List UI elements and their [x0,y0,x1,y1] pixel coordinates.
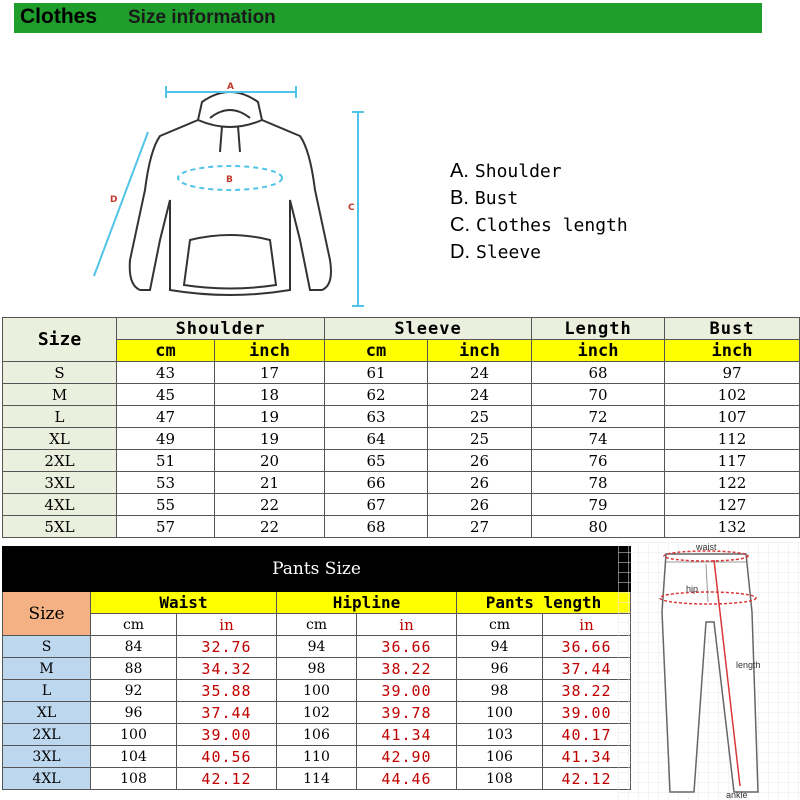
unit-header: inch [532,340,665,362]
size-cell: S [3,636,91,658]
value-cell: 76 [532,450,665,472]
waist-label: waist [696,542,717,552]
table-row [3,680,631,702]
pants-diagram [618,542,800,800]
value-cell: 70 [532,384,665,406]
value-cell: 62 [325,384,428,406]
label-d: D [110,195,118,205]
value-cell: 37.44 [177,702,277,724]
unit-header: inch [428,340,532,362]
table-row [3,516,800,538]
group-header: Waist [91,592,277,614]
value-cell: 61 [325,362,428,384]
value-cell: 34.32 [177,658,277,680]
value-cell: 55 [117,494,215,516]
legend-item: C. Clothes length [450,214,628,236]
table-row [3,658,631,680]
value-cell: 38.22 [357,658,457,680]
table-row [3,724,631,746]
table-row [3,450,800,472]
value-cell: 41.34 [543,746,631,768]
value-cell: 78 [532,472,665,494]
value-cell: 103 [457,724,543,746]
value-cell: 102 [277,702,357,724]
size-cell: 3XL [3,472,117,494]
value-cell: 20 [215,450,325,472]
ankle-label: ankle [726,790,748,800]
length-label: length [736,660,761,670]
group-header: Length [532,318,665,340]
size-header: Size [3,592,91,636]
size-cell: L [3,406,117,428]
size-cell: 5XL [3,516,117,538]
value-cell: 79 [532,494,665,516]
value-cell: 25 [428,428,532,450]
size-cell: 3XL [3,746,91,768]
unit-header: in [543,614,631,636]
table-row [3,362,800,384]
value-cell: 39.00 [357,680,457,702]
value-cell: 41.34 [357,724,457,746]
value-cell: 117 [665,450,800,472]
value-cell: 66 [325,472,428,494]
value-cell: 49 [117,428,215,450]
value-cell: 47 [117,406,215,428]
value-cell: 40.56 [177,746,277,768]
value-cell: 25 [428,406,532,428]
value-cell: 39.00 [177,724,277,746]
header-title-bold: Clothes [20,5,98,28]
unit-header: inch [665,340,800,362]
value-cell: 27 [428,516,532,538]
value-cell: 97 [665,362,800,384]
header-title: Size information [128,7,276,28]
value-cell: 43 [117,362,215,384]
unit-header: cm [277,614,357,636]
value-cell: 36.66 [543,636,631,658]
unit-header: in [177,614,277,636]
value-cell: 19 [215,406,325,428]
label-a: A [227,82,234,92]
unit-header: cm [117,340,215,362]
group-header: Shoulder [117,318,325,340]
value-cell: 94 [277,636,357,658]
group-header: Sleeve [325,318,532,340]
value-cell: 38.22 [543,680,631,702]
value-cell: 19 [215,428,325,450]
value-cell: 39.00 [543,702,631,724]
unit-header: in [357,614,457,636]
value-cell: 67 [325,494,428,516]
value-cell: 104 [91,746,177,768]
value-cell: 45 [117,384,215,406]
label-b: B [226,175,233,185]
hoodie-diagram [90,80,380,310]
value-cell: 127 [665,494,800,516]
value-cell: 53 [117,472,215,494]
value-cell: 57 [117,516,215,538]
value-cell: 132 [665,516,800,538]
legend-item: B. Bust [450,187,519,209]
unit-header: cm [457,614,543,636]
value-cell: 42.12 [543,768,631,790]
value-cell: 18 [215,384,325,406]
size-cell: 2XL [3,724,91,746]
value-cell: 96 [91,702,177,724]
value-cell: 36.66 [357,636,457,658]
value-cell: 64 [325,428,428,450]
value-cell: 106 [457,746,543,768]
pants-size-table [2,546,631,790]
value-cell: 122 [665,472,800,494]
label-c: C [348,203,355,213]
value-cell: 112 [665,428,800,450]
unit-header: cm [91,614,177,636]
size-cell: L [3,680,91,702]
measurement-legend [450,158,628,266]
value-cell: 37.44 [543,658,631,680]
value-cell: 72 [532,406,665,428]
value-cell: 21 [215,472,325,494]
size-cell: XL [3,702,91,724]
size-cell: 2XL [3,450,117,472]
value-cell: 65 [325,450,428,472]
group-header: Bust [665,318,800,340]
value-cell: 22 [215,494,325,516]
value-cell: 44.46 [357,768,457,790]
value-cell: 98 [277,658,357,680]
table-row [3,768,631,790]
value-cell: 22 [215,516,325,538]
value-cell: 107 [665,406,800,428]
value-cell: 68 [325,516,428,538]
legend-item: A. Shoulder [450,160,562,182]
value-cell: 17 [215,362,325,384]
size-header: Size [3,318,117,362]
value-cell: 84 [91,636,177,658]
table-row [3,406,800,428]
value-cell: 35.88 [177,680,277,702]
size-cell: 4XL [3,768,91,790]
value-cell: 80 [532,516,665,538]
size-cell: M [3,384,117,406]
value-cell: 114 [277,768,357,790]
value-cell: 100 [277,680,357,702]
value-cell: 74 [532,428,665,450]
value-cell: 26 [428,472,532,494]
value-cell: 100 [457,702,543,724]
value-cell: 100 [91,724,177,746]
value-cell: 32.76 [177,636,277,658]
value-cell: 106 [277,724,357,746]
unit-header: cm [325,340,428,362]
table-row [3,472,800,494]
table-row [3,494,800,516]
value-cell: 68 [532,362,665,384]
pants-title: Pants Size [3,547,631,592]
unit-header: inch [215,340,325,362]
size-cell: 4XL [3,494,117,516]
group-header: Hipline [277,592,457,614]
size-cell: XL [3,428,117,450]
value-cell: 40.17 [543,724,631,746]
value-cell: 88 [91,658,177,680]
value-cell: 108 [91,768,177,790]
value-cell: 24 [428,362,532,384]
value-cell: 26 [428,450,532,472]
value-cell: 110 [277,746,357,768]
value-cell: 108 [457,768,543,790]
value-cell: 51 [117,450,215,472]
legend-item: D. Sleeve [450,241,542,263]
hip-label: hip [686,584,699,594]
table-row [3,636,631,658]
value-cell: 63 [325,406,428,428]
header-banner [14,3,762,33]
value-cell: 24 [428,384,532,406]
group-header: Pants length [457,592,631,614]
table-row [3,428,800,450]
table-row [3,384,800,406]
value-cell: 98 [457,680,543,702]
value-cell: 92 [91,680,177,702]
value-cell: 42.12 [177,768,277,790]
clothes-size-table [2,317,800,538]
value-cell: 94 [457,636,543,658]
table-row [3,746,631,768]
value-cell: 39.78 [357,702,457,724]
value-cell: 96 [457,658,543,680]
value-cell: 42.90 [357,746,457,768]
size-cell: S [3,362,117,384]
size-cell: M [3,658,91,680]
table-row [3,702,631,724]
value-cell: 26 [428,494,532,516]
value-cell: 102 [665,384,800,406]
